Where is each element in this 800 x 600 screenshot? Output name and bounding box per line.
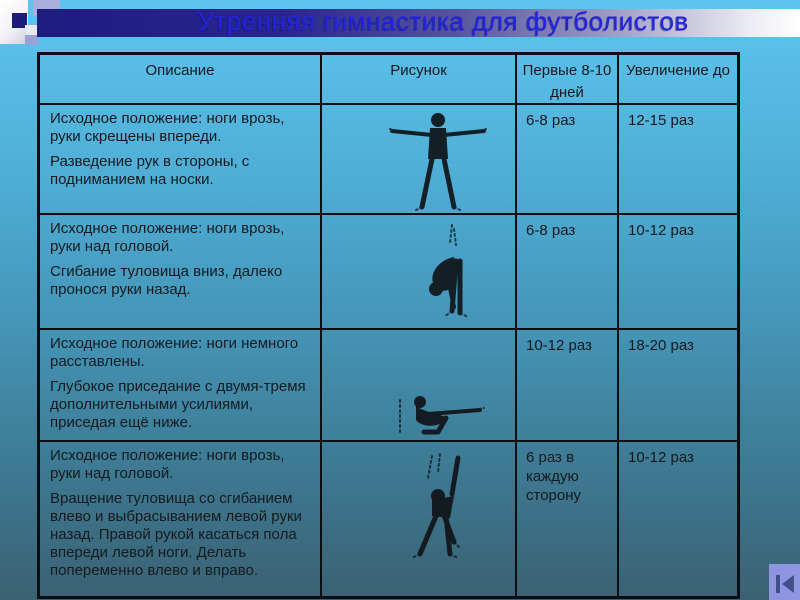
table-row-1-description: [40, 105, 322, 215]
description-paragraph: Глубокое приседание с двумя-тремя дополнительными усилиями, приседая ещё ниже.: [50, 378, 306, 431]
table-row-2-description: [40, 215, 322, 330]
table-row-2-picture: [322, 215, 517, 330]
exercise-figure-deep-squat-icon: [394, 390, 486, 438]
exercise-figure-twist-touch-floor-icon: [402, 450, 472, 564]
description-paragraph: Сгибание туловища вниз, далеко пронося руки назад.: [50, 263, 283, 298]
description-paragraph: Разведение рук в стороны, с подниманием на носки.: [50, 153, 250, 188]
description-paragraph: Исходное положение: ноги врозь, руки над головой.: [50, 447, 285, 482]
description-paragraph: Исходное положение: ноги врозь, руки скрещены впереди.: [50, 110, 285, 145]
table-row-3-description: [40, 330, 322, 442]
exercise-figure-standing-arms-spread-icon: [386, 111, 490, 213]
table-row-3-first-days: 10-12 раз: [517, 330, 619, 442]
page-title: Утренняя гимнастика для футболистов: [197, 6, 689, 36]
skip-to-start-button[interactable]: [769, 564, 800, 600]
table-row-4-increase-to: 10-12 раз: [628, 449, 694, 466]
table-row-1-picture: [322, 105, 517, 215]
description-paragraph: Исходное положение: ноги немного расставлены.: [50, 335, 299, 370]
skip-to-start-icon: [773, 572, 797, 596]
col-header-description: Описание: [40, 55, 322, 105]
table-row-4-first-days: 6 раз в каждую сторону: [517, 442, 619, 596]
col-header-first-days: Первые 8-10 дней: [517, 55, 619, 105]
description-paragraph: Исходное положение: ноги врозь, руки над головой.: [50, 220, 285, 255]
table-row-2-first-days: 6-8 раз: [517, 215, 619, 330]
col-header-increase-to: Увеличение до: [619, 55, 737, 105]
table-row-3-increase-to: 18-20 раз: [619, 330, 737, 442]
table-row-1-first-days: 6-8 раз: [517, 105, 619, 215]
col-header-picture: Рисунок: [322, 55, 517, 105]
table-row-3-picture: [322, 330, 517, 442]
exercise-figure-forward-bend-icon: [414, 223, 474, 321]
description-paragraph: Вращение туловища со сгибанием влево и выбрасыванием левой руки назад. Правой рукой касаться пола впереди левой ноги. Делать попеременно влево и вправо.: [50, 490, 302, 579]
exercise-table: [37, 52, 740, 599]
table-row-4-description: [40, 442, 322, 596]
table-row-2-increase-to: 10-12 раз: [619, 215, 737, 330]
table-row-1-increase-to: 12-15 раз: [619, 105, 737, 215]
table-row-4-picture: [322, 442, 517, 596]
decor-square-white-small: [25, 25, 37, 35]
